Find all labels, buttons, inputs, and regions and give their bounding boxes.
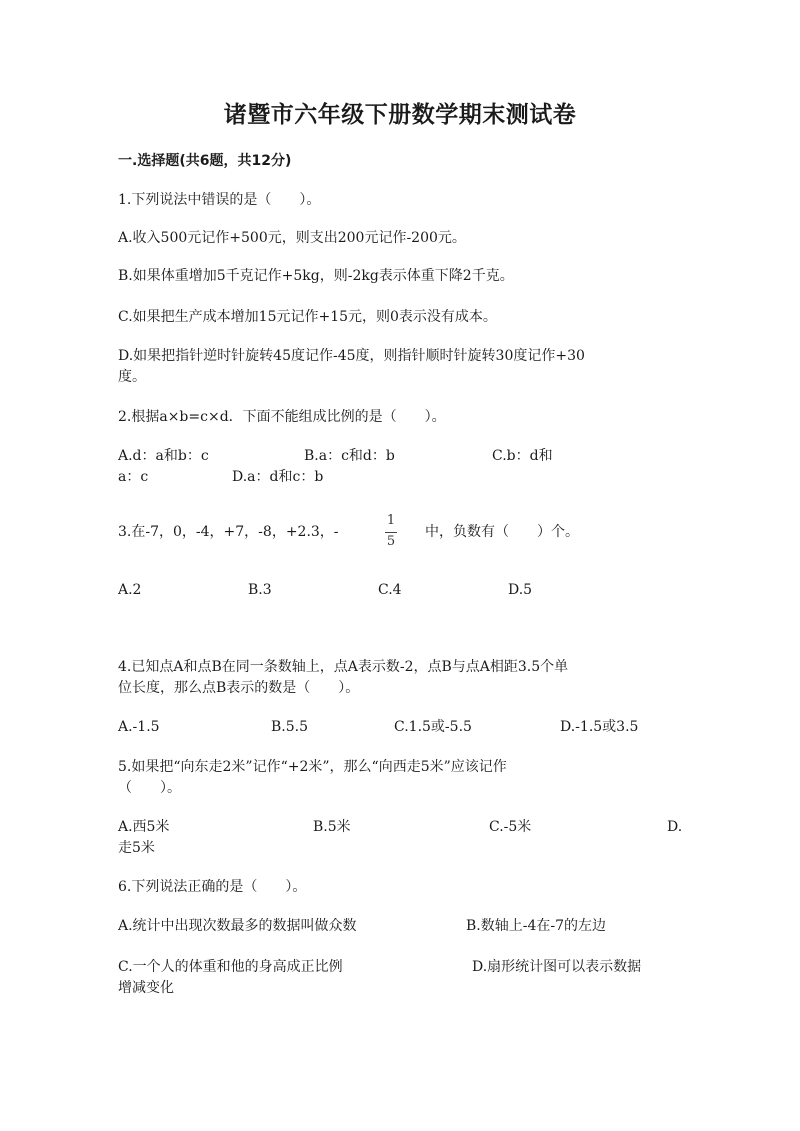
question-6-option-c: C.一个人的体重和他的身高成正比例 (118, 959, 343, 975)
question-4-option-c: C.1.5或-5.5 (394, 719, 472, 735)
question-4-option-d: D.-1.5或3.5 (560, 719, 639, 735)
question-3-option-b: B.3 (248, 582, 272, 598)
question-1-option-d-line2: 度。 (118, 369, 146, 385)
fraction-denominator: 5 (386, 534, 396, 549)
question-4-stem-line2: 位长度，那么点B表示的数是（ ）。 (118, 680, 360, 696)
question-5-option-c: C.-5米 (489, 819, 532, 835)
question-5-option-a: A.西5米 (118, 819, 170, 835)
fraction-one-fifth (384, 513, 398, 553)
question-6-stem: 6.下列说法正确的是（ ）。 (118, 879, 307, 895)
question-4-option-b: B.5.5 (271, 719, 309, 735)
question-6-option-d-part2: 增减变化 (118, 980, 174, 996)
question-3-option-d: D.5 (508, 582, 533, 598)
question-4-option-a: A.-1.5 (118, 719, 160, 735)
question-1-option-d-line1: D.如果把指针逆时针旋转45度记作-45度，则指针顺时针旋转30度记作+30 (118, 348, 585, 364)
question-6-option-a: A.统计中出现次数最多的数据叫做众数 (118, 918, 357, 934)
question-3-option-c: C.4 (378, 582, 402, 598)
question-5-option-b: B.5米 (313, 819, 351, 835)
section-heading: 一.选择题(共6题，共12分) (118, 153, 292, 169)
question-3-option-a: A.2 (118, 582, 142, 598)
question-1-option-c: C.如果把生产成本增加15元记作+15元，则0表示没有成本。 (118, 309, 497, 325)
fraction-numerator: 1 (386, 513, 396, 528)
fraction-bar (385, 532, 397, 533)
question-2-option-a: A.d：a和b：c (118, 448, 209, 464)
question-3-stem-suffix: 中，负数有（ ）个。 (425, 524, 579, 540)
question-2-option-d: D.a：d和c：b (232, 469, 324, 485)
question-6-option-d-part1: D.扇形统计图可以表示数据 (472, 959, 642, 975)
question-1-option-a: A.收入500元记作+500元，则支出200元记作-200元。 (118, 230, 466, 246)
question-4-stem-line1: 4.已知点A和点B在同一条数轴上，点A表示数-2，点B与点A相距3.5个单 (118, 659, 569, 675)
question-5-stem-line2: （ ）。 (118, 780, 181, 796)
page-title: 诸暨市六年级下册数学期末测试卷 (223, 101, 577, 128)
question-2-option-c-part1: C.b：d和 (492, 448, 553, 464)
question-5-stem-line1: 5.如果把“向东走2米”记作“+2米”，那么“向西走5米”应该记作 (118, 759, 507, 775)
question-5-option-d-part1: D. (667, 819, 683, 835)
question-3-stem-prefix: 3.在-7，0，-4，+7，-8，+2.3，- (118, 524, 339, 540)
question-1-stem: 1.下列说法中错误的是（ ）。 (118, 192, 321, 208)
question-5-option-d-part2: 走5米 (118, 840, 155, 856)
question-2-option-c-part2: a：c (118, 469, 149, 485)
question-1-option-b: B.如果体重增加5千克记作+5kg，则-2kg表示体重下降2千克。 (118, 268, 514, 284)
question-2-option-b: B.a：c和d：b (304, 448, 395, 464)
question-6-option-b: B.数轴上-4在-7的左边 (466, 918, 607, 934)
question-2-stem: 2.根据a×b=c×d．下面不能组成比例的是（ ）。 (118, 409, 446, 425)
